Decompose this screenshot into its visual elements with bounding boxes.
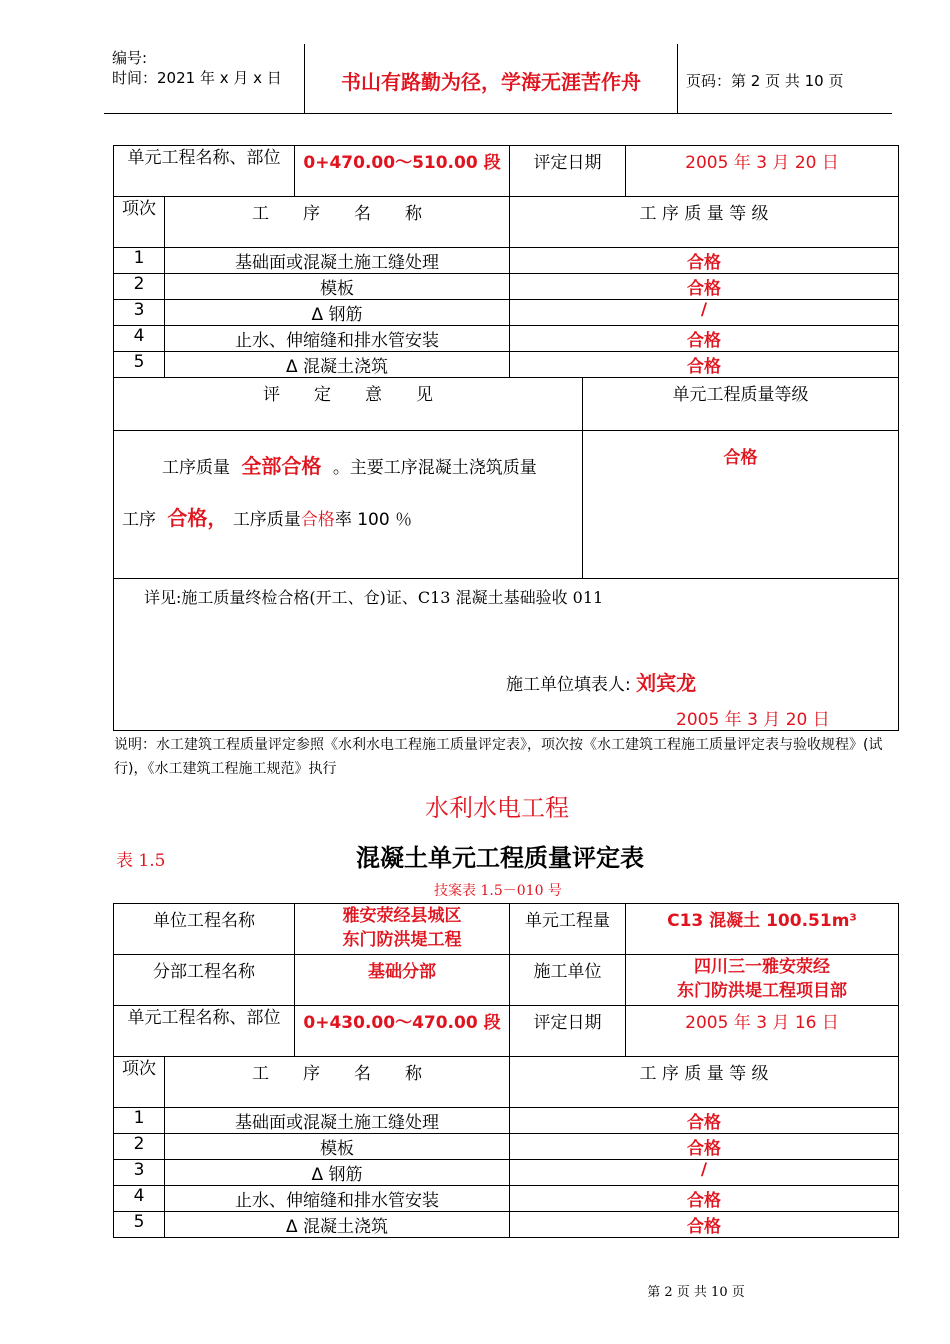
number-label: 编号:: [112, 49, 148, 67]
opinion-line-2: [122, 493, 574, 545]
opinion-text: 工序质量: [232, 510, 301, 530]
opinion-text: 率 100 ％: [334, 510, 413, 530]
col-grade-header: 工 序 质 量 等 级: [510, 197, 899, 248]
row-no: 5: [114, 1212, 165, 1238]
row-process-name: 模板: [165, 274, 510, 300]
row-no: 4: [114, 1186, 165, 1212]
unit-grade-label: 单元工程质量等级: [583, 378, 899, 431]
unit-project-line: 东门防洪堤工程: [342, 930, 462, 950]
row-process-name: 止水、伸缩缝和排水管安装: [165, 1186, 510, 1212]
row-no: 1: [114, 248, 165, 274]
detail-text: 详见:施工质量终检合格(开工、仓)证、C13 混凝土基础验收 011: [144, 588, 604, 607]
unit-name-label: 单元工程名称、部位: [114, 1006, 295, 1057]
row-process-name: Δ 钢筋: [165, 300, 510, 326]
opinion-text: 。主要工序混凝土浇筑质量: [332, 458, 537, 478]
row-no: 3: [114, 300, 165, 326]
contractor-value: [626, 955, 899, 1006]
time-label: 时间：2021 年 x 月 x 日: [112, 69, 282, 87]
contractor-line: 东门防洪堤工程项目部: [677, 981, 847, 1001]
header-page-info: 页码：第 2 页 共 10 页: [686, 72, 844, 90]
opinion-result: 全部合格: [241, 454, 322, 478]
col-item-header: 项次: [114, 1057, 165, 1108]
opinion-result: 合格，: [167, 506, 228, 530]
row-no: 2: [114, 1134, 165, 1160]
col-process-header: 工 序 名 称: [165, 197, 510, 248]
filler-name: 刘宾龙: [636, 671, 697, 695]
unit-name-value: 0+470.00～510.00 段: [295, 146, 510, 197]
row-grade: 合格: [510, 1108, 899, 1134]
header-rule: [104, 113, 892, 114]
row-process-name: Δ 混凝土浇筑: [165, 352, 510, 378]
filler-label: 施工单位填表人:: [506, 675, 631, 695]
project-title: 水利水电工程: [425, 794, 569, 822]
sign-date: 2005 年 3 月 20 日: [676, 710, 830, 730]
filler-row: [506, 667, 696, 696]
row-grade: 合格: [510, 274, 899, 300]
row-grade: 合格: [510, 352, 899, 378]
eval-date-label: 评定日期: [510, 146, 626, 197]
footer-page-number: 第 2 页 共 10 页: [647, 1285, 745, 1300]
row-grade: 合格: [510, 1212, 899, 1238]
note-text: 说明：水工建筑工程质量评定参照《水利水电工程施工质量评定表》，项次按《水工建筑工程施工质量评定表与验收规程》(试行)，《水工建筑工程施工规范》执行: [114, 737, 883, 777]
eval-date-label: 评定日期: [510, 1006, 626, 1057]
row-process-name: 止水、伸缩缝和排水管安装: [165, 326, 510, 352]
opinion-line-1: [122, 441, 574, 493]
row-process-name: 基础面或混凝土施工缝处理: [165, 1108, 510, 1134]
quantity-label: 单元工程量: [510, 904, 626, 955]
contractor-label: 施工单位: [510, 955, 626, 1006]
quantity-value: C13 混凝土 100.51m³: [626, 904, 899, 955]
row-grade: 合格: [510, 1186, 899, 1212]
detail-cell: [114, 579, 899, 731]
unit-name-value: 0+430.00～470.00 段: [295, 1006, 510, 1057]
row-process-name: 基础面或混凝土施工缝处理: [165, 248, 510, 274]
row-grade: /: [510, 300, 899, 326]
unit-name-label: 单元工程名称、部位: [114, 146, 295, 197]
row-process-name: 模板: [165, 1134, 510, 1160]
form-code: 技案表 1.5－010 号: [434, 883, 562, 899]
header-meta: [112, 48, 282, 88]
header-motto: 书山有路勤为径，学海无涯苦作舟: [341, 70, 641, 94]
row-no: 4: [114, 326, 165, 352]
row-grade: 合格: [510, 248, 899, 274]
col-grade-header: 工 序 质 量 等 级: [510, 1057, 899, 1108]
row-no: 5: [114, 352, 165, 378]
row-grade: 合格: [510, 1134, 899, 1160]
opinion-body: [114, 431, 583, 579]
opinion-label: 评 定 意 见: [114, 378, 583, 431]
unit-grade-value: 合格: [583, 431, 899, 579]
unit-project-value: [295, 904, 510, 955]
row-process-name: Δ 钢筋: [165, 1160, 510, 1186]
eval-date-value: 2005 年 3 月 16 日: [626, 1006, 899, 1057]
opinion-result: 合格: [300, 510, 335, 530]
col-item-header: 项次: [114, 197, 165, 248]
form-title: 混凝土单元工程质量评定表: [356, 844, 644, 872]
unit-project-label: 单位工程名称: [114, 904, 295, 955]
row-process-name: Δ 混凝土浇筑: [165, 1212, 510, 1238]
sub-project-value: 基础分部: [295, 955, 510, 1006]
row-grade: 合格: [510, 326, 899, 352]
sub-project-label: 分部工程名称: [114, 955, 295, 1006]
row-no: 2: [114, 274, 165, 300]
eval-date-value: 2005 年 3 月 20 日: [626, 146, 899, 197]
col-process-header: 工 序 名 称: [165, 1057, 510, 1108]
quality-table-2: [113, 903, 899, 1238]
quality-table-1: [113, 145, 899, 731]
header-divider: [677, 44, 678, 114]
contractor-line: 四川三一雅安荥经: [694, 957, 830, 977]
row-no: 3: [114, 1160, 165, 1186]
row-grade: /: [510, 1160, 899, 1186]
row-no: 1: [114, 1108, 165, 1134]
opinion-text: 工序: [122, 510, 156, 530]
form-number: 表 1.5: [116, 851, 166, 871]
opinion-text: 工序质量: [162, 458, 230, 478]
unit-project-line: 雅安荥经县城区: [342, 906, 462, 926]
